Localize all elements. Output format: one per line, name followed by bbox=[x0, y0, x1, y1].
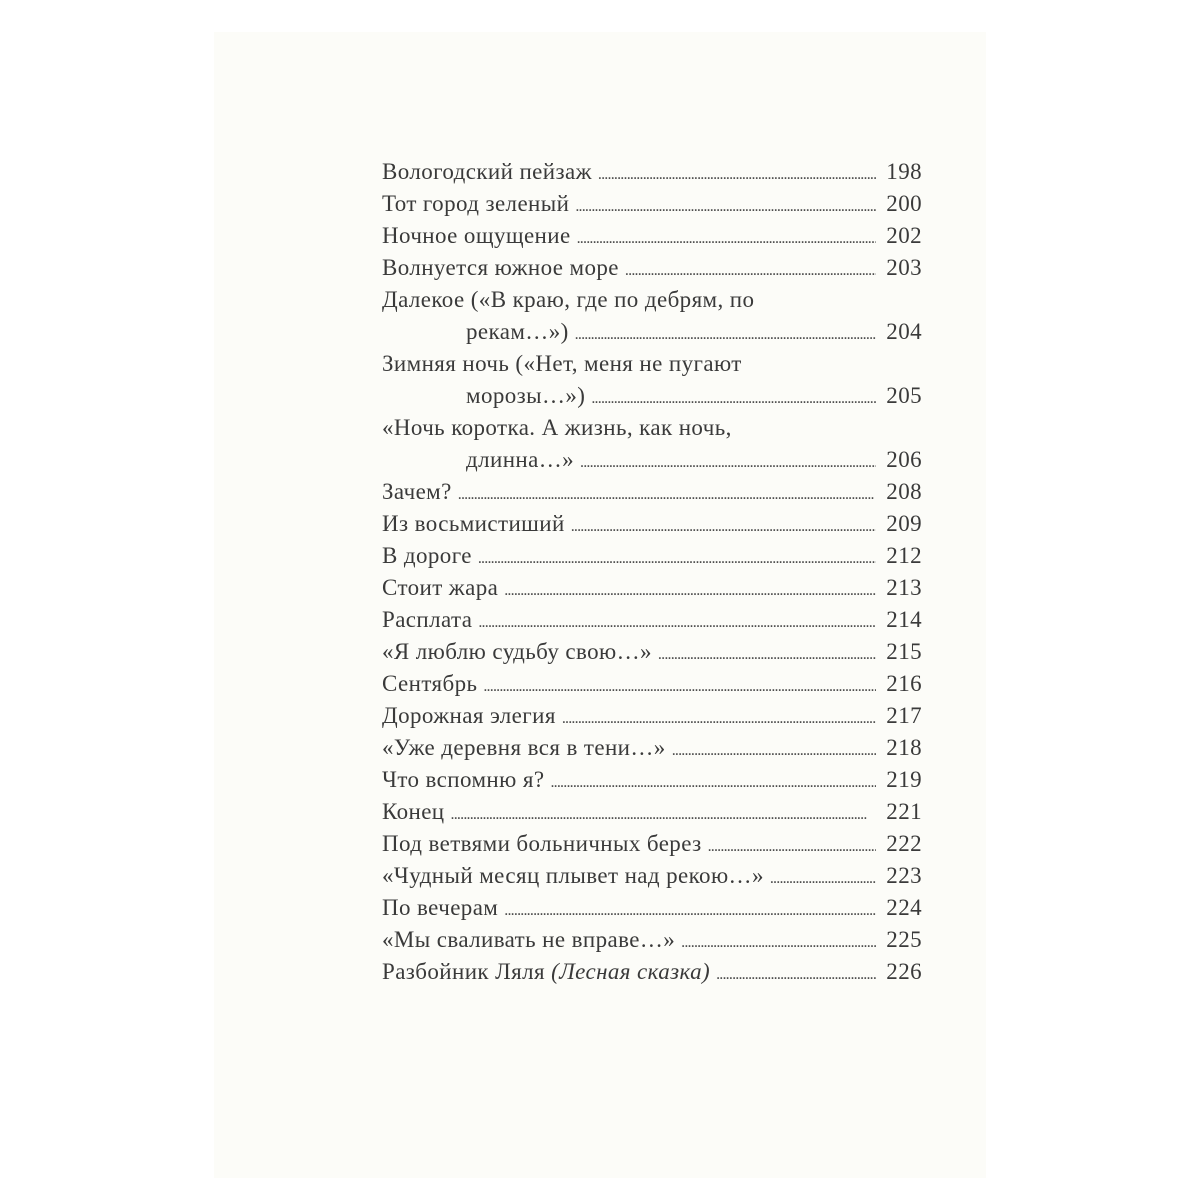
toc-entry-page: 225 bbox=[886, 927, 922, 952]
toc-line bbox=[382, 636, 922, 668]
toc-line bbox=[382, 924, 922, 956]
toc-entry-page: 208 bbox=[886, 479, 922, 504]
toc-entry bbox=[382, 636, 922, 668]
toc-entry bbox=[382, 476, 922, 508]
toc-entry-page: 221 bbox=[886, 799, 922, 824]
toc-line bbox=[382, 764, 922, 796]
toc-entry bbox=[382, 252, 922, 284]
toc-entry-page: 206 bbox=[886, 447, 922, 472]
dot-leader bbox=[770, 860, 876, 895]
dot-leader bbox=[451, 796, 876, 831]
toc-line bbox=[382, 860, 922, 892]
toc-line bbox=[382, 892, 922, 924]
toc-entry-title: Что вспомню я? bbox=[382, 767, 545, 792]
toc-entry bbox=[382, 572, 922, 604]
toc-entry bbox=[382, 764, 922, 796]
toc-entry-title-continued: морозы…») bbox=[466, 383, 586, 408]
toc-line bbox=[382, 188, 922, 220]
dot-leader bbox=[504, 572, 876, 607]
toc-entry-title: Зимняя ночь («Нет, меня не пугают bbox=[382, 351, 742, 376]
toc-entry-title: По вечерам bbox=[382, 895, 499, 920]
dot-leader bbox=[625, 252, 876, 287]
toc-entry bbox=[382, 892, 922, 924]
dot-leader bbox=[681, 924, 876, 959]
toc-entry-page: 216 bbox=[886, 671, 922, 696]
toc-entry-page: 213 bbox=[886, 575, 922, 600]
toc-entry-page: 198 bbox=[886, 159, 922, 184]
toc-entry-title: «Чудный месяц плывет над рекою…» bbox=[382, 863, 764, 888]
toc-entry bbox=[382, 924, 922, 956]
dot-leader bbox=[708, 828, 876, 863]
toc-entry-page: 215 bbox=[886, 639, 922, 664]
toc-entry-page: 202 bbox=[886, 223, 922, 248]
toc-entry-title: Под ветвями больничных берез bbox=[382, 831, 702, 856]
toc-entry-title: Тот город зеленый bbox=[382, 191, 570, 216]
toc-entry-title: Вологодский пейзаж bbox=[382, 159, 592, 184]
toc-entry-page: 205 bbox=[886, 383, 922, 408]
toc-entry-title: Волнуется южное море bbox=[382, 255, 619, 280]
toc-entry-page: 222 bbox=[886, 831, 922, 856]
toc-entry-page: 209 bbox=[886, 511, 922, 536]
toc-line-continued bbox=[382, 380, 922, 412]
toc-line bbox=[382, 252, 922, 284]
toc-entry-page: 219 bbox=[886, 767, 922, 792]
toc-line bbox=[382, 508, 922, 540]
toc-entry-page: 212 bbox=[886, 543, 922, 568]
toc-entry bbox=[382, 732, 922, 764]
toc-entry-title: Конец bbox=[382, 799, 445, 824]
toc-entry bbox=[382, 284, 922, 348]
toc-entry-page: 214 bbox=[886, 607, 922, 632]
toc-entry bbox=[382, 188, 922, 220]
toc-entry-title-main: Разбойник Ляля bbox=[382, 959, 545, 984]
toc-entry-title: Далекое («В краю, где по дебрям, по bbox=[382, 287, 755, 312]
table-of-contents bbox=[382, 156, 922, 988]
dot-leader bbox=[575, 188, 876, 223]
toc-entry bbox=[382, 956, 922, 988]
dot-leader bbox=[483, 668, 876, 703]
toc-entry-title: В дороге bbox=[382, 543, 472, 568]
toc-entry bbox=[382, 860, 922, 892]
toc-entry bbox=[382, 540, 922, 572]
toc-entry-page: 223 bbox=[886, 863, 922, 888]
dot-leader bbox=[658, 636, 876, 671]
toc-line bbox=[382, 732, 922, 764]
toc-entry bbox=[382, 700, 922, 732]
toc-entry bbox=[382, 412, 922, 476]
toc-entry-title: Зачем? bbox=[382, 479, 452, 504]
dot-leader bbox=[575, 316, 876, 351]
toc-entry-title: «Я люблю судьбу свою…» bbox=[382, 639, 652, 664]
toc-line bbox=[382, 156, 922, 188]
toc-entry-title: Расплата bbox=[382, 607, 473, 632]
toc-entry bbox=[382, 828, 922, 860]
toc-line bbox=[382, 956, 922, 988]
toc-entry-title: «Уже деревня вся в тени…» bbox=[382, 735, 666, 760]
dot-leader bbox=[598, 156, 876, 191]
dot-leader bbox=[716, 956, 876, 991]
dot-leader bbox=[504, 892, 876, 927]
toc-entry bbox=[382, 508, 922, 540]
toc-line bbox=[382, 700, 922, 732]
toc-entry bbox=[382, 348, 922, 412]
toc-line bbox=[382, 540, 922, 572]
toc-entry-page: 204 bbox=[886, 319, 922, 344]
toc-line bbox=[382, 412, 922, 444]
toc-entry-title bbox=[382, 956, 710, 988]
toc-line bbox=[382, 796, 922, 828]
toc-entry-title: Ночное ощущение bbox=[382, 223, 571, 248]
toc-entry-page: 217 bbox=[886, 703, 922, 728]
toc-line bbox=[382, 220, 922, 252]
dot-leader bbox=[550, 764, 876, 799]
toc-entry-page: 200 bbox=[886, 191, 922, 216]
dot-leader bbox=[672, 732, 876, 767]
dot-leader bbox=[562, 700, 876, 735]
toc-entry-title-italic: (Лесная сказка) bbox=[551, 959, 711, 984]
dot-leader bbox=[478, 540, 876, 575]
toc-line bbox=[382, 348, 922, 380]
toc-entry-title: Из восьмистиший bbox=[382, 511, 565, 536]
toc-entry bbox=[382, 156, 922, 188]
toc-entry bbox=[382, 796, 922, 828]
toc-line bbox=[382, 284, 922, 316]
dot-leader bbox=[580, 444, 876, 479]
toc-entry-page: 218 bbox=[886, 735, 922, 760]
toc-line-continued bbox=[382, 444, 922, 476]
toc-entry-title: «Мы сваливать не вправе…» bbox=[382, 927, 676, 952]
toc-line bbox=[382, 828, 922, 860]
toc-entry-title-continued: рекам…») bbox=[466, 319, 569, 344]
toc-line bbox=[382, 572, 922, 604]
toc-line bbox=[382, 668, 922, 700]
toc-entry-title-continued: длинна…» bbox=[466, 447, 575, 472]
dot-leader bbox=[458, 476, 876, 511]
toc-line-continued bbox=[382, 316, 922, 348]
toc-entry bbox=[382, 220, 922, 252]
toc-entry-title: Стоит жара bbox=[382, 575, 499, 600]
toc-entry-title: Дорожная элегия bbox=[382, 703, 556, 728]
toc-entry-page: 203 bbox=[886, 255, 922, 280]
dot-leader bbox=[591, 380, 876, 415]
toc-entry bbox=[382, 668, 922, 700]
dot-leader bbox=[478, 604, 876, 639]
toc-line bbox=[382, 604, 922, 636]
toc-entry-page: 226 bbox=[886, 959, 922, 984]
toc-entry-title: «Ночь коротка. А жизнь, как ночь, bbox=[382, 415, 732, 440]
toc-line bbox=[382, 476, 922, 508]
dot-leader bbox=[577, 220, 876, 255]
toc-entry-page: 224 bbox=[886, 895, 922, 920]
toc-entry bbox=[382, 604, 922, 636]
toc-entry-title: Сентябрь bbox=[382, 671, 478, 696]
dot-leader bbox=[571, 508, 876, 543]
